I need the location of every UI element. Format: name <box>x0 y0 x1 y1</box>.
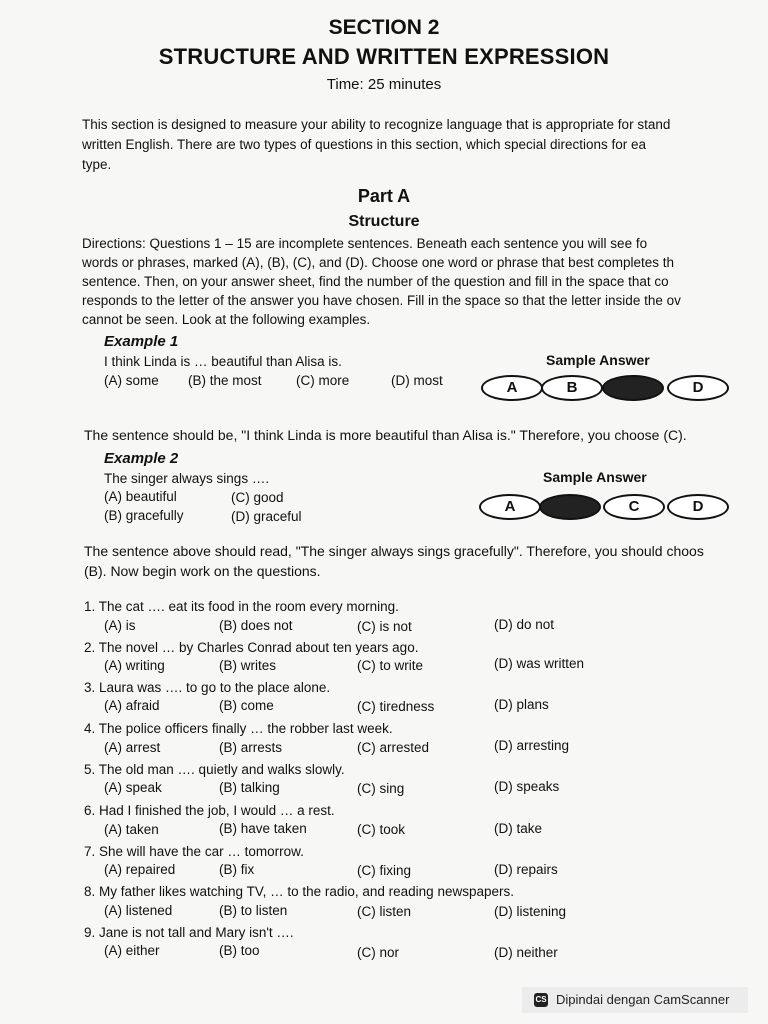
question-6-option-a: (A) taken <box>104 822 159 837</box>
example-2-option-a: (A) beautiful <box>104 489 177 504</box>
answer-oval-b-filled: B <box>539 494 601 520</box>
example-1-option-d: (D) most <box>391 373 443 388</box>
question-8-option-c: (C) listen <box>357 904 412 919</box>
question-8-text: 8. My father likes watching TV, … to the radio, and reading newspapers. <box>84 884 514 899</box>
question-7-option-c: (C) fixing <box>357 863 412 878</box>
example-2-explanation-line: (B). Now begin work on the questions. <box>84 563 321 579</box>
answer-oval-a: A <box>481 375 543 401</box>
example-2-answer-ovals <box>479 494 731 520</box>
question-9-option-a: (A) either <box>104 943 160 958</box>
example-2-option-d: (D) graceful <box>231 509 302 524</box>
question-5-option-b: (B) talking <box>219 780 280 795</box>
question-3-text: 3. Laura was …. to go to the place alone. <box>84 680 331 695</box>
question-2-text: 2. The novel … by Charles Conrad about ten years ago. <box>84 640 419 655</box>
part-title: Part A <box>357 186 411 206</box>
directions-line: cannot be seen. Look at the following examples. <box>82 312 371 327</box>
camscanner-logo-icon: CS <box>534 993 548 1007</box>
question-9-option-d: (D) neither <box>494 945 558 960</box>
watermark-text: Dipindai dengan CamScanner <box>556 992 730 1007</box>
example-1-option-b: (B) the most <box>188 373 262 388</box>
intro-line: written English. There are two types of questions in this section, which special directions for ea <box>82 137 647 152</box>
example-2-sample-label: Sample Answer <box>543 469 647 485</box>
question-1-text: 1. The cat …. eat its food in the room every morning. <box>84 599 399 614</box>
question-9-option-b: (B) too <box>219 943 260 958</box>
answer-oval-a: A <box>479 494 541 520</box>
time-limit: Time: 25 minutes <box>326 76 442 93</box>
camscanner-watermark <box>522 987 748 1013</box>
question-5-option-d: (D) speaks <box>494 779 560 794</box>
intro-paragraph <box>82 115 742 175</box>
intro-line: type. <box>82 157 112 172</box>
answer-oval-d: D <box>667 494 729 520</box>
intro-line: This section is designed to measure your ability to recognize language that is appropriate for stand <box>82 117 671 132</box>
question-3-option-a: (A) afraid <box>104 698 160 713</box>
answer-oval-d: D <box>667 375 729 401</box>
question-6-option-d: (D) take <box>494 821 543 836</box>
question-4-option-a: (A) arrest <box>104 740 161 755</box>
part-subtitle: Structure <box>348 213 420 230</box>
question-1-option-b: (B) does not <box>219 618 293 633</box>
section-heading: SECTION 2 <box>328 16 440 39</box>
question-4-option-b: (B) arrests <box>219 740 283 755</box>
example-2-sentence: The singer always sings …. <box>104 471 270 486</box>
directions-line: sentence. Then, on your answer sheet, find the number of the question and fill in the space that co <box>82 274 669 289</box>
example-1-sentence: I think Linda is … beautiful than Alisa is. <box>104 354 342 369</box>
question-2-option-a: (A) writing <box>104 658 165 673</box>
answer-oval-b: B <box>541 375 603 401</box>
example-2-option-c: (C) good <box>231 490 284 505</box>
question-7-option-b: (B) fix <box>219 862 255 877</box>
example-2-title: Example 2 <box>104 450 179 467</box>
question-6-option-b: (B) have taken <box>219 821 307 836</box>
question-4-option-d: (D) arresting <box>494 738 570 753</box>
directions-line: words or phrases, marked (A), (B), (C), and (D). Choose one word or phrase that best completes th <box>82 255 674 270</box>
question-5-option-a: (A) speak <box>104 780 162 795</box>
question-7-option-a: (A) repaired <box>104 862 176 877</box>
question-7-option-d: (D) repairs <box>494 862 558 877</box>
section-title: STRUCTURE AND WRITTEN EXPRESSION <box>158 44 610 69</box>
answer-oval-c-filled: C <box>602 375 664 401</box>
question-1-option-c: (C) is not <box>357 619 412 634</box>
question-5-text: 5. The old man …. quietly and walks slowly. <box>84 762 345 777</box>
question-5-option-c: (C) sing <box>357 781 405 796</box>
directions-line: Directions: Questions 1 – 15 are incomplete sentences. Beneath each sentence you will see fo <box>82 236 648 251</box>
question-2-option-b: (B) writes <box>219 658 276 673</box>
question-3-option-c: (C) tiredness <box>357 699 435 714</box>
question-8-option-a: (A) listened <box>104 903 173 918</box>
question-2-option-d: (D) was written <box>494 656 585 671</box>
directions-paragraph <box>82 234 732 329</box>
question-8-option-d: (D) listening <box>494 904 567 919</box>
example-1-option-c: (C) more <box>296 373 350 388</box>
question-7-text: 7. She will have the car … tomorrow. <box>84 844 304 859</box>
example-1-option-a: (A) some <box>104 373 159 388</box>
question-9-text: 9. Jane is not tall and Mary isn't …. <box>84 925 294 940</box>
example-1-answer-ovals <box>481 375 731 401</box>
example-1-title: Example 1 <box>104 333 179 350</box>
question-2-option-c: (C) to write <box>357 658 424 673</box>
example-1-explanation: The sentence should be, "I think Linda is more beautiful than Alisa is." Therefore, you choose (C). <box>84 427 687 443</box>
question-9-option-c: (C) nor <box>357 945 400 960</box>
example-1-sample-label: Sample Answer <box>546 352 650 368</box>
example-2-option-b: (B) gracefully <box>104 508 184 523</box>
question-8-option-b: (B) to listen <box>219 903 288 918</box>
question-1-option-d: (D) do not <box>494 617 555 632</box>
question-4-option-c: (C) arrested <box>357 740 430 755</box>
question-6-option-c: (C) took <box>357 822 406 837</box>
question-6-text: 6. Had I finished the job, I would … a rest. <box>84 803 335 818</box>
example-2-explanation-line: The sentence above should read, "The singer always sings gracefully". Therefore, you should choos <box>84 543 704 559</box>
question-1-option-a: (A) is <box>104 618 136 633</box>
question-4-text: 4. The police officers finally … the robber last week. <box>84 721 393 736</box>
directions-line: responds to the letter of the answer you have chosen. Fill in the space so that the letter inside the ov <box>82 293 681 308</box>
question-3-option-d: (D) plans <box>494 697 549 712</box>
answer-oval-c: C <box>603 494 665 520</box>
question-3-option-b: (B) come <box>219 698 274 713</box>
